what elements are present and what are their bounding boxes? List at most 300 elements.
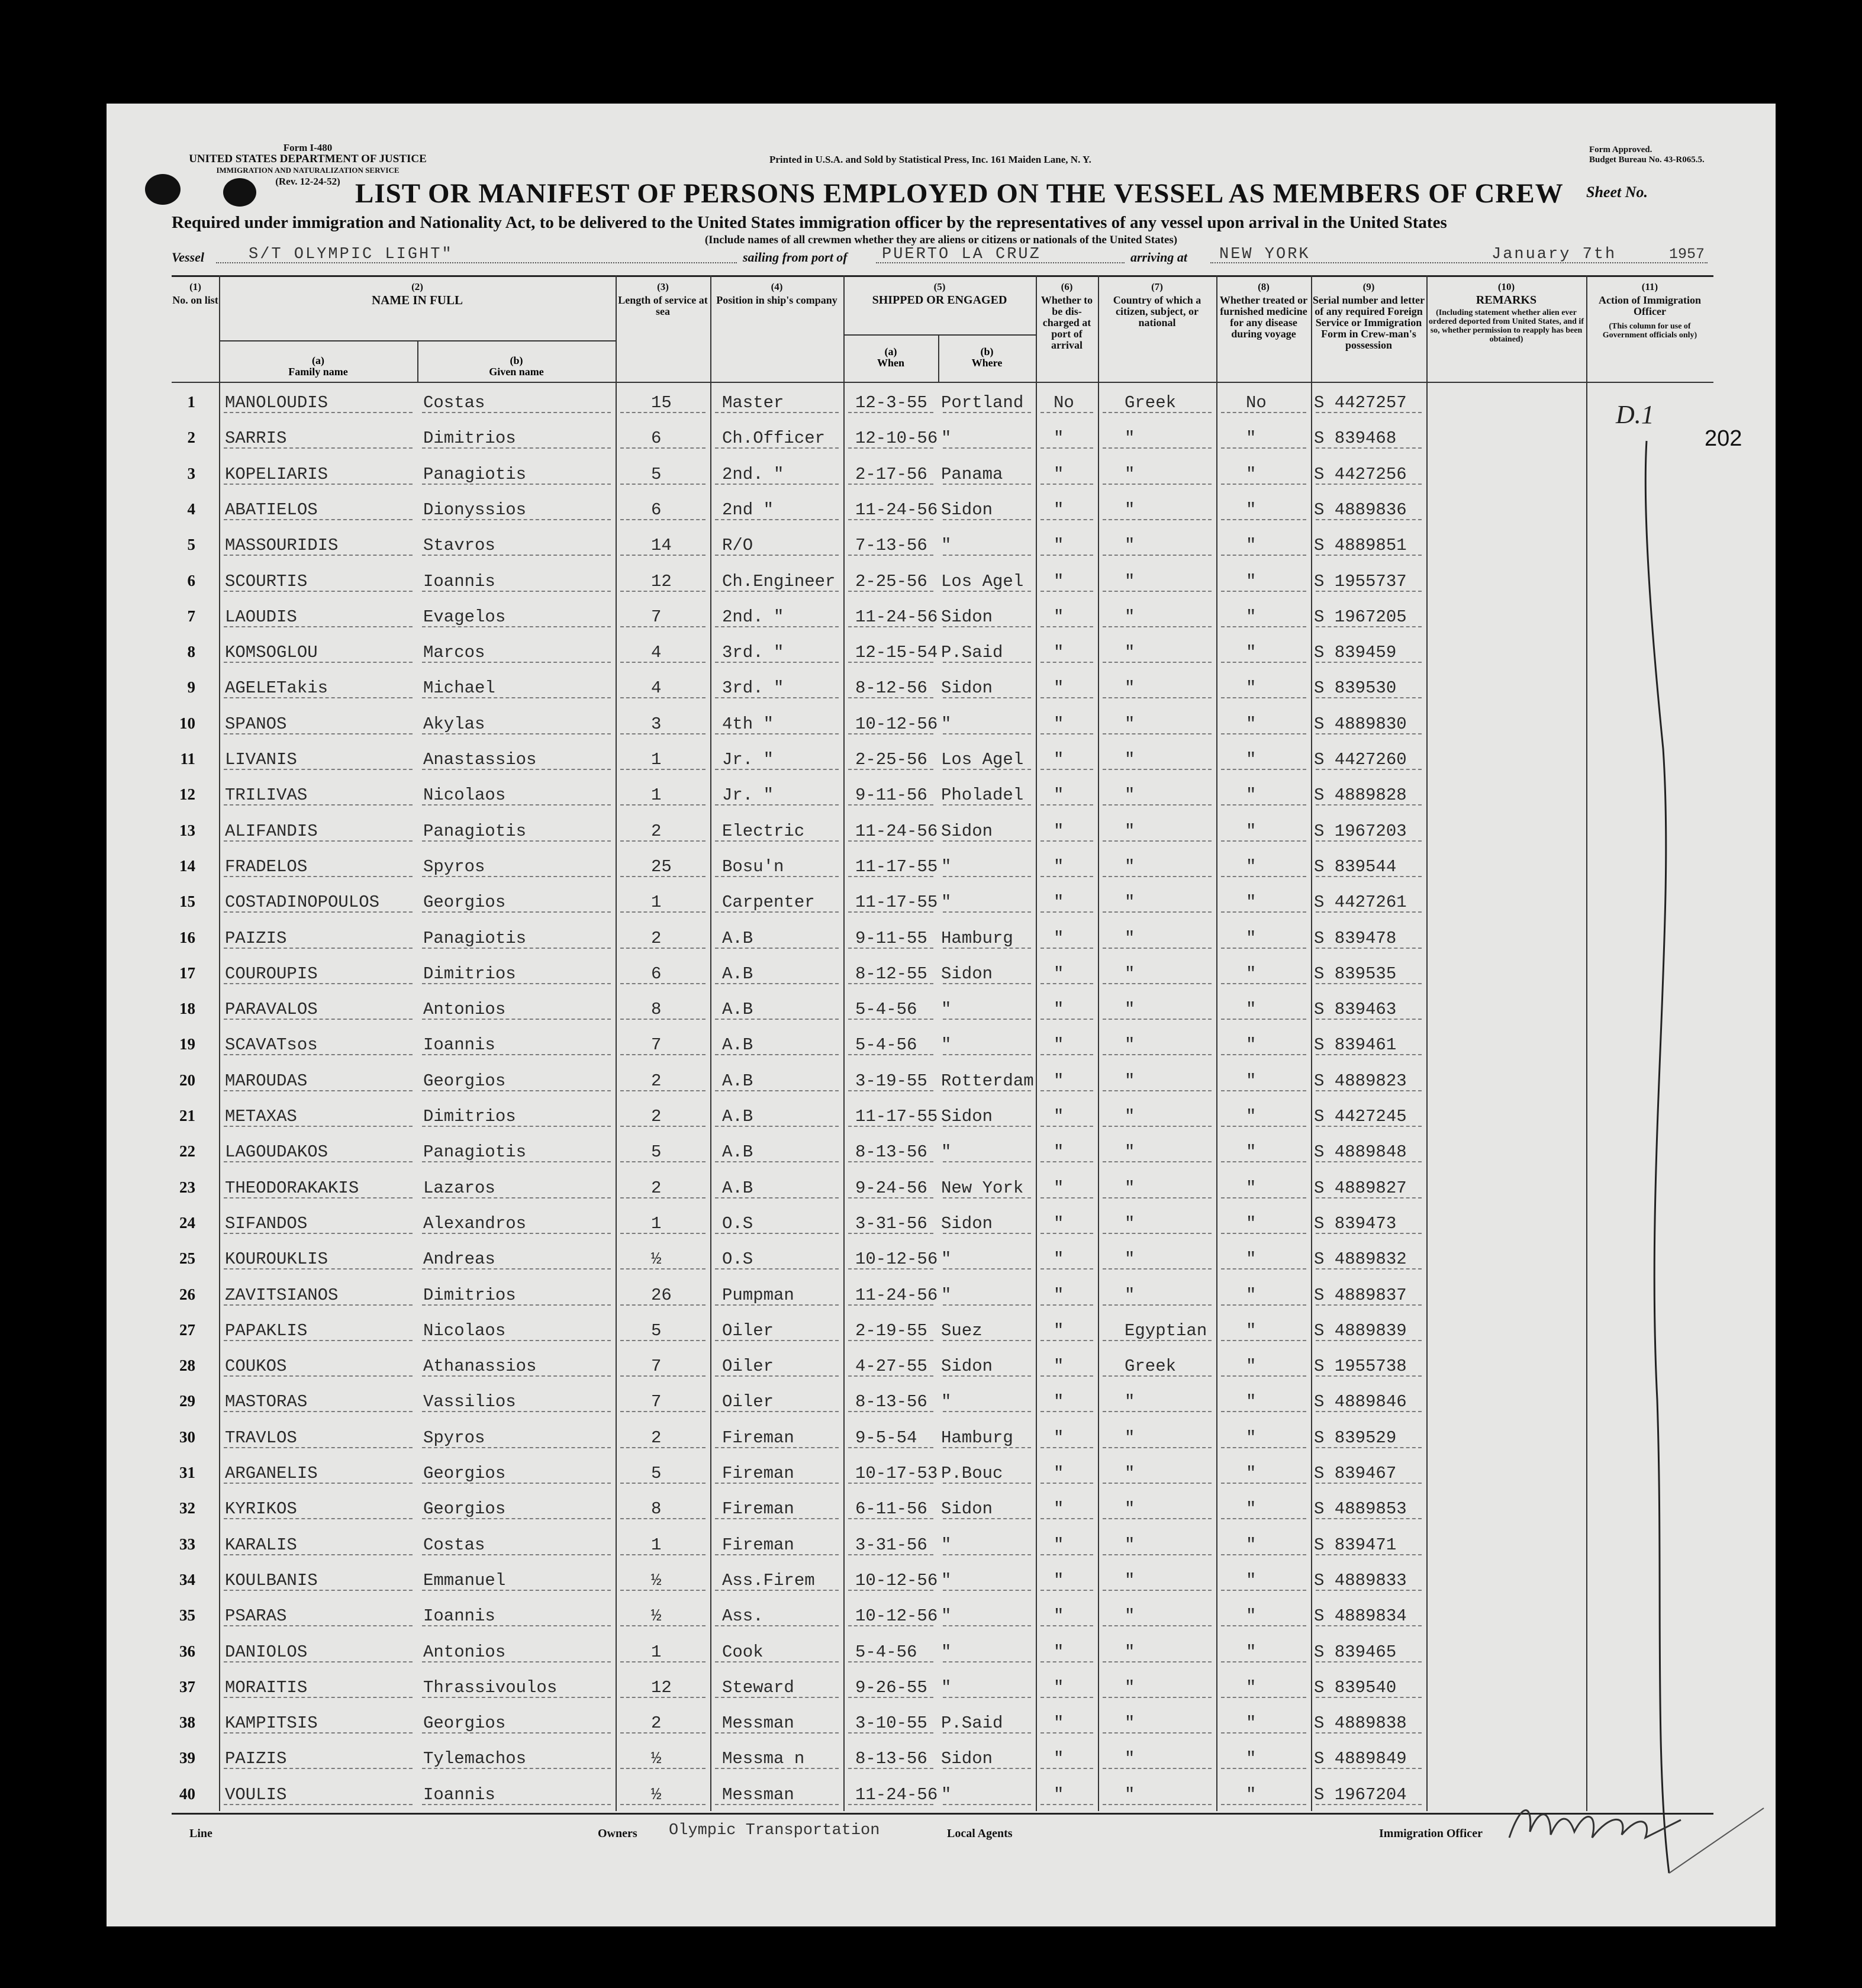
row-leader bbox=[1221, 1019, 1306, 1020]
crew-row bbox=[172, 599, 1713, 634]
row-leader bbox=[1103, 1233, 1212, 1234]
crew-row bbox=[172, 492, 1713, 527]
cell-given: Panagiotis bbox=[423, 928, 527, 948]
cell-discharged: " bbox=[1054, 1784, 1064, 1805]
cell-discharged: " bbox=[1054, 678, 1064, 698]
cell-service: 7 bbox=[651, 1392, 662, 1412]
cell-no: 24 bbox=[179, 1213, 195, 1232]
cell-family: MAROUDAS bbox=[225, 1071, 308, 1091]
cell-when: 5-4-56 bbox=[855, 1000, 917, 1020]
cell-medicine: " bbox=[1246, 536, 1257, 556]
cell-family: MASSOURIDIS bbox=[225, 536, 339, 556]
cell-country: " bbox=[1125, 714, 1135, 734]
cell-when: 11-24-56 bbox=[855, 1285, 938, 1305]
cell-where: " bbox=[941, 536, 952, 556]
row-leader bbox=[620, 948, 706, 949]
cell-no: 3 bbox=[187, 464, 195, 482]
cell-service: 8 bbox=[651, 1499, 662, 1519]
row-leader bbox=[1221, 769, 1306, 770]
cell-country: Egyptian bbox=[1125, 1320, 1207, 1341]
cell-position: A.B bbox=[722, 1035, 753, 1055]
cell-medicine: " bbox=[1246, 1357, 1257, 1377]
row-leader bbox=[620, 1804, 706, 1805]
cell-country: " bbox=[1125, 464, 1135, 484]
cell-country: " bbox=[1125, 428, 1135, 449]
cell-given: Andreas bbox=[423, 1249, 495, 1270]
cell-family: METAXAS bbox=[225, 1107, 297, 1126]
cell-no: 18 bbox=[179, 1000, 195, 1018]
crew-row bbox=[172, 920, 1713, 956]
row-leader bbox=[943, 1411, 1031, 1412]
cell-country: " bbox=[1125, 536, 1135, 556]
cell-when: 10-12-56 bbox=[855, 1570, 938, 1590]
crew-row bbox=[172, 1598, 1713, 1633]
cell-given: Georgios bbox=[423, 1499, 506, 1519]
cell-serial: S 839530 bbox=[1314, 678, 1397, 698]
row-leader bbox=[620, 1019, 706, 1020]
cell-family: COUROUPIS bbox=[225, 964, 318, 984]
cell-given: Alexandros bbox=[423, 1213, 527, 1233]
row-leader bbox=[1221, 626, 1306, 627]
cell-medicine: " bbox=[1246, 1000, 1257, 1020]
cell-country: " bbox=[1125, 1178, 1135, 1198]
cell-when: 9-5-54 bbox=[855, 1428, 917, 1448]
cell-family: MANOLOUDIS bbox=[225, 393, 328, 413]
row-leader bbox=[1221, 1233, 1306, 1234]
row-leader bbox=[1103, 1019, 1212, 1020]
cell-where: Sidon bbox=[941, 678, 993, 698]
cell-position: Fireman bbox=[722, 1428, 794, 1448]
cell-medicine: " bbox=[1246, 714, 1257, 734]
cell-position: Fireman bbox=[722, 1535, 794, 1555]
cell-family: ZAVITSIANOS bbox=[225, 1285, 339, 1305]
cell-no: 25 bbox=[179, 1249, 195, 1268]
row-leader bbox=[620, 662, 706, 663]
cell-medicine: " bbox=[1246, 1107, 1257, 1126]
cell-given: Marcos bbox=[423, 643, 485, 663]
row-leader bbox=[1103, 519, 1212, 520]
cell-when: 12-3-55 bbox=[855, 393, 927, 413]
cell-discharged: " bbox=[1054, 892, 1064, 913]
row-leader bbox=[620, 1483, 706, 1484]
cell-position: Messman bbox=[722, 1713, 794, 1734]
row-leader bbox=[1103, 1411, 1212, 1412]
service-name: IMMIGRATION AND NATURALIZATION SERVICE bbox=[216, 166, 400, 175]
cell-family: COUKOS bbox=[225, 1357, 287, 1377]
cell-position: Cook bbox=[722, 1642, 764, 1662]
row-leader bbox=[1221, 1090, 1306, 1091]
row-leader bbox=[1103, 1768, 1212, 1769]
crew-row bbox=[172, 385, 1713, 420]
crew-row bbox=[172, 849, 1713, 884]
cell-serial: S 4889848 bbox=[1314, 1142, 1407, 1162]
row-leader bbox=[1103, 1554, 1212, 1555]
cell-position: Oiler bbox=[722, 1392, 774, 1412]
row-leader bbox=[620, 840, 706, 842]
cell-country: " bbox=[1125, 1035, 1135, 1055]
row-leader bbox=[943, 1590, 1031, 1591]
crew-row bbox=[172, 1634, 1713, 1670]
cell-where: Hamburg bbox=[941, 1428, 1013, 1448]
cell-no: 2 bbox=[187, 428, 195, 447]
cell-given: Athanassios bbox=[423, 1357, 537, 1377]
cell-family: KOULBANIS bbox=[225, 1570, 318, 1590]
cell-no: 28 bbox=[179, 1357, 195, 1375]
row-leader bbox=[1103, 1697, 1212, 1698]
cell-given: Ioannis bbox=[423, 1606, 495, 1626]
cell-medicine: " bbox=[1246, 1249, 1257, 1270]
crew-row bbox=[172, 1063, 1713, 1098]
cell-country: Greek bbox=[1125, 393, 1177, 413]
row-leader bbox=[1103, 733, 1212, 734]
row-leader bbox=[943, 1625, 1031, 1626]
row-leader bbox=[1040, 840, 1093, 842]
cell-when: 2-25-56 bbox=[855, 750, 927, 769]
row-leader bbox=[1103, 1161, 1212, 1162]
cell-discharged: " bbox=[1054, 1249, 1064, 1270]
row-leader bbox=[1103, 948, 1212, 949]
cell-where: " bbox=[941, 1642, 952, 1662]
cell-position: A.B bbox=[722, 1142, 753, 1162]
cell-no: 35 bbox=[179, 1606, 195, 1625]
cell-medicine: " bbox=[1246, 892, 1257, 913]
cell-medicine: " bbox=[1246, 1285, 1257, 1305]
cell-service: 4 bbox=[651, 643, 662, 663]
cell-discharged: " bbox=[1054, 928, 1064, 948]
cell-family: SIFANDOS bbox=[225, 1213, 308, 1233]
cell-service: 6 bbox=[651, 428, 662, 449]
row-leader bbox=[620, 626, 706, 627]
cell-family: FRADELOS bbox=[225, 856, 308, 877]
cell-given: Dionyssios bbox=[423, 500, 527, 520]
row-leader bbox=[1221, 733, 1306, 734]
cell-position: A.B bbox=[722, 1178, 753, 1198]
cell-position: A.B bbox=[722, 928, 753, 948]
crew-row bbox=[172, 1170, 1713, 1206]
cell-no: 8 bbox=[187, 643, 195, 661]
cell-discharged: " bbox=[1054, 428, 1064, 449]
agents-label: Local Agents bbox=[947, 1827, 1013, 1840]
cell-serial: S 4889828 bbox=[1314, 785, 1407, 805]
row-leader bbox=[1221, 1126, 1306, 1127]
cell-given: Spyros bbox=[423, 856, 485, 877]
cell-when: 12-10-56 bbox=[855, 428, 938, 449]
row-leader bbox=[943, 1054, 1031, 1055]
cell-country: " bbox=[1125, 964, 1135, 984]
cell-medicine: " bbox=[1246, 500, 1257, 520]
cell-position: Ass.Firem bbox=[722, 1570, 815, 1590]
cell-service: 3 bbox=[651, 714, 662, 734]
row-leader bbox=[1040, 662, 1093, 663]
cell-medicine: " bbox=[1246, 1035, 1257, 1055]
col-family-header: (a) Family name bbox=[288, 355, 348, 378]
row-leader bbox=[1221, 1661, 1306, 1662]
cell-given: Dimitrios bbox=[423, 1285, 516, 1305]
crew-row bbox=[172, 1241, 1713, 1277]
row-leader bbox=[1221, 1732, 1306, 1734]
crew-row bbox=[172, 1562, 1713, 1598]
cell-no: 27 bbox=[179, 1320, 195, 1339]
cell-medicine: No bbox=[1246, 393, 1267, 413]
cell-where: " bbox=[941, 428, 952, 449]
crew-row bbox=[172, 813, 1713, 849]
cell-no: 6 bbox=[187, 571, 195, 589]
col-when-header: (a) When bbox=[877, 346, 904, 369]
cell-serial: S 4889832 bbox=[1314, 1249, 1407, 1270]
cell-service: 7 bbox=[651, 607, 662, 627]
cell-service: 2 bbox=[651, 1428, 662, 1448]
cell-no: 29 bbox=[179, 1392, 195, 1410]
crew-row bbox=[172, 991, 1713, 1027]
cell-country: " bbox=[1125, 1749, 1135, 1769]
vessel-label: Vessel bbox=[172, 250, 204, 265]
cell-serial: S 4889833 bbox=[1314, 1570, 1407, 1590]
cell-no: 21 bbox=[179, 1107, 195, 1125]
cell-given: Panagiotis bbox=[423, 464, 527, 484]
row-leader bbox=[1040, 1411, 1093, 1412]
cell-no: 36 bbox=[179, 1642, 195, 1660]
cell-service: ½ bbox=[651, 1249, 662, 1270]
cell-medicine: " bbox=[1246, 1535, 1257, 1555]
cell-position: Steward bbox=[722, 1677, 794, 1697]
cell-discharged: " bbox=[1054, 821, 1064, 841]
col-service-header: (3) Length of service at sea bbox=[618, 281, 708, 317]
cell-family: LIVANIS bbox=[225, 750, 297, 769]
cell-serial: S 4427245 bbox=[1314, 1107, 1407, 1126]
cell-service: 1 bbox=[651, 1213, 662, 1233]
cell-when: 10-12-56 bbox=[855, 714, 938, 734]
cell-position: 2nd. " bbox=[722, 607, 784, 627]
row-leader bbox=[943, 1304, 1031, 1306]
cell-medicine: " bbox=[1246, 678, 1257, 698]
cell-when: 10-12-56 bbox=[855, 1606, 938, 1626]
cell-where: Pholadel bbox=[941, 785, 1024, 805]
cell-family: PARAVALOS bbox=[225, 1000, 318, 1020]
cell-discharged: No bbox=[1054, 393, 1074, 413]
handwritten-sheet-number: 202 bbox=[1705, 426, 1742, 451]
cell-discharged: " bbox=[1054, 1142, 1064, 1162]
cell-when: 11-24-56 bbox=[855, 821, 938, 841]
cell-no: 15 bbox=[179, 892, 195, 911]
cell-country: " bbox=[1125, 1000, 1135, 1020]
crew-row bbox=[172, 1206, 1713, 1241]
cell-discharged: " bbox=[1054, 1464, 1064, 1483]
cell-family: AGELETakis bbox=[225, 678, 328, 698]
row-leader bbox=[1221, 1161, 1306, 1162]
cell-service: 1 bbox=[651, 750, 662, 769]
cell-service: 2 bbox=[651, 821, 662, 841]
cell-medicine: " bbox=[1246, 571, 1257, 591]
cell-country: " bbox=[1125, 750, 1135, 769]
cell-no: 34 bbox=[179, 1570, 195, 1589]
cell-discharged: " bbox=[1054, 1428, 1064, 1448]
cell-discharged: " bbox=[1054, 1499, 1064, 1519]
cell-family: PAPAKLIS bbox=[225, 1320, 308, 1341]
cell-service: 26 bbox=[651, 1285, 672, 1305]
cell-position: Ch.Officer bbox=[722, 428, 826, 449]
cell-where: " bbox=[941, 714, 952, 734]
cell-position: O.S bbox=[722, 1249, 753, 1270]
cell-discharged: " bbox=[1054, 1642, 1064, 1662]
cell-serial: S 839540 bbox=[1314, 1677, 1397, 1697]
cell-service: 1 bbox=[651, 1535, 662, 1555]
cell-serial: S 839461 bbox=[1314, 1035, 1397, 1055]
cell-country: " bbox=[1125, 1213, 1135, 1233]
row-leader bbox=[620, 519, 706, 520]
row-leader bbox=[620, 1375, 706, 1377]
row-leader bbox=[1040, 948, 1093, 949]
cell-no: 33 bbox=[179, 1535, 195, 1553]
cell-service: 6 bbox=[651, 964, 662, 984]
row-leader bbox=[1040, 1483, 1093, 1484]
crew-row bbox=[172, 1705, 1713, 1741]
cell-country: " bbox=[1125, 1428, 1135, 1448]
row-leader bbox=[1103, 555, 1212, 556]
row-leader bbox=[1040, 1804, 1093, 1805]
row-leader bbox=[1103, 1625, 1212, 1626]
cell-where: Sidon bbox=[941, 500, 993, 520]
col-action-header: (11) Action of Immigration Officer (This column for use of Government officials only) bbox=[1586, 281, 1713, 340]
cell-position: Bosu'n bbox=[722, 856, 784, 877]
cell-discharged: " bbox=[1054, 1071, 1064, 1091]
row-leader bbox=[620, 1340, 706, 1341]
cell-serial: S 1967204 bbox=[1314, 1784, 1407, 1805]
row-leader bbox=[1040, 1268, 1093, 1270]
row-leader bbox=[1103, 1804, 1212, 1805]
cell-when: 5-4-56 bbox=[855, 1035, 917, 1055]
cell-position: Pumpman bbox=[722, 1285, 794, 1305]
row-leader bbox=[1221, 948, 1306, 949]
cell-family: KOPELIARIS bbox=[225, 464, 328, 484]
cell-discharged: " bbox=[1054, 1107, 1064, 1126]
row-leader bbox=[1221, 1518, 1306, 1519]
row-leader bbox=[943, 1268, 1031, 1270]
row-leader bbox=[1040, 447, 1093, 449]
row-leader bbox=[620, 1126, 706, 1127]
arrival-date: January 7th bbox=[1491, 246, 1617, 263]
cell-serial: S 4889853 bbox=[1314, 1499, 1407, 1519]
col-no-header: (1) No. on list bbox=[172, 281, 218, 306]
cell-position: Messma n bbox=[722, 1749, 805, 1769]
row-leader bbox=[620, 1090, 706, 1091]
approval-note bbox=[1589, 145, 1705, 165]
row-leader bbox=[1040, 1019, 1093, 1020]
row-leader bbox=[1221, 662, 1306, 663]
row-leader bbox=[1103, 1090, 1212, 1091]
cell-family: LAOUDIS bbox=[225, 607, 297, 627]
cell-no: 13 bbox=[179, 821, 195, 839]
row-leader bbox=[1040, 1518, 1093, 1519]
cell-service: 2 bbox=[651, 1107, 662, 1126]
cell-no: 22 bbox=[179, 1142, 195, 1161]
cell-serial: S 4427261 bbox=[1314, 892, 1407, 913]
cell-no: 40 bbox=[179, 1784, 195, 1803]
row-leader bbox=[1040, 733, 1093, 734]
cell-medicine: " bbox=[1246, 1499, 1257, 1519]
cell-position: 3rd. " bbox=[722, 643, 784, 663]
cell-given: Lazaros bbox=[423, 1178, 495, 1198]
cell-service: 6 bbox=[651, 500, 662, 520]
cell-given: Georgios bbox=[423, 892, 506, 913]
cell-family: TRILIVAS bbox=[225, 785, 308, 805]
cell-given: Panagiotis bbox=[423, 821, 527, 841]
cell-where: Los Agel bbox=[941, 750, 1024, 769]
row-leader bbox=[620, 1661, 706, 1662]
row-leader bbox=[1221, 1590, 1306, 1591]
cell-country: Greek bbox=[1125, 1357, 1177, 1377]
cell-service: ½ bbox=[651, 1784, 662, 1805]
row-leader bbox=[1221, 1304, 1306, 1306]
cell-country: " bbox=[1125, 1535, 1135, 1555]
col-medicine-header: (8) Whether treated or furnished medicine for any disease during voyage bbox=[1219, 281, 1308, 340]
row-leader bbox=[1040, 1161, 1093, 1162]
cell-position: A.B bbox=[722, 1071, 753, 1091]
page-title: LIST OR MANIFEST OF PERSONS EMPLOYED ON THE VESSEL AS MEMBERS OF CREW bbox=[355, 178, 1564, 209]
cell-family: ALIFANDIS bbox=[225, 821, 318, 841]
ink-blot-marks bbox=[145, 172, 263, 207]
cell-when: 8-13-56 bbox=[855, 1392, 927, 1412]
cell-country: " bbox=[1125, 821, 1135, 841]
cell-where: " bbox=[941, 1249, 952, 1270]
cell-when: 4-27-55 bbox=[855, 1357, 927, 1377]
header-rule bbox=[172, 382, 1713, 383]
row-leader bbox=[1221, 876, 1306, 877]
col-remarks-header: (10) REMARKS (Including statement whether alien ever ordered deported from United States, and if so, whether permission to reapply has been obtained) bbox=[1426, 281, 1586, 344]
cell-serial: S 839535 bbox=[1314, 964, 1397, 984]
cell-country: " bbox=[1125, 892, 1135, 913]
cell-when: 9-26-55 bbox=[855, 1677, 927, 1697]
cell-medicine: " bbox=[1246, 1142, 1257, 1162]
cell-country: " bbox=[1125, 500, 1135, 520]
cell-given: Vassilios bbox=[423, 1392, 516, 1412]
cell-country: " bbox=[1125, 1392, 1135, 1412]
cell-country: " bbox=[1125, 785, 1135, 805]
row-leader bbox=[1103, 697, 1212, 698]
officer-signature bbox=[1503, 1796, 1693, 1850]
cell-serial: S 4889830 bbox=[1314, 714, 1407, 734]
cell-service: 2 bbox=[651, 1071, 662, 1091]
remarks-note: (Including statement whether alien ever ordered deported from United States, and if so, whether permission to reapply has been obtained) bbox=[1429, 308, 1584, 344]
cell-service: 8 bbox=[651, 1000, 662, 1020]
cell-where: " bbox=[941, 1285, 952, 1305]
cell-no: 9 bbox=[187, 678, 195, 697]
cell-serial: S 839471 bbox=[1314, 1535, 1397, 1555]
sailing-label: sailing from port of bbox=[743, 250, 848, 265]
cell-when: 10-12-56 bbox=[855, 1249, 938, 1270]
crew-row bbox=[172, 1348, 1713, 1384]
row-leader bbox=[1221, 1483, 1306, 1484]
cell-when: 11-24-56 bbox=[855, 500, 938, 520]
row-leader bbox=[1221, 1411, 1306, 1412]
cell-discharged: " bbox=[1054, 1606, 1064, 1626]
cell-where: Sidon bbox=[941, 1749, 993, 1769]
cell-when: 10-17-53 bbox=[855, 1464, 938, 1483]
row-leader bbox=[943, 1661, 1031, 1662]
cell-service: 4 bbox=[651, 678, 662, 698]
row-leader bbox=[1221, 1197, 1306, 1198]
crew-row bbox=[172, 777, 1713, 813]
row-leader bbox=[1103, 840, 1212, 842]
cell-no: 39 bbox=[179, 1749, 195, 1767]
cell-family: DANIOLOS bbox=[225, 1642, 308, 1662]
include-note: (Include names of all crewmen whether they are aliens or citizens or nationals of the United States) bbox=[704, 234, 1178, 246]
cell-when: 3-19-55 bbox=[855, 1071, 927, 1091]
cell-serial: S 1967205 bbox=[1314, 607, 1407, 627]
cell-family: PSARAS bbox=[225, 1606, 287, 1626]
col-country-header: (7) Country of which a citizen, subject, or national bbox=[1113, 281, 1201, 328]
cell-no: 5 bbox=[187, 536, 195, 554]
arriving-label: arriving at bbox=[1130, 250, 1187, 265]
